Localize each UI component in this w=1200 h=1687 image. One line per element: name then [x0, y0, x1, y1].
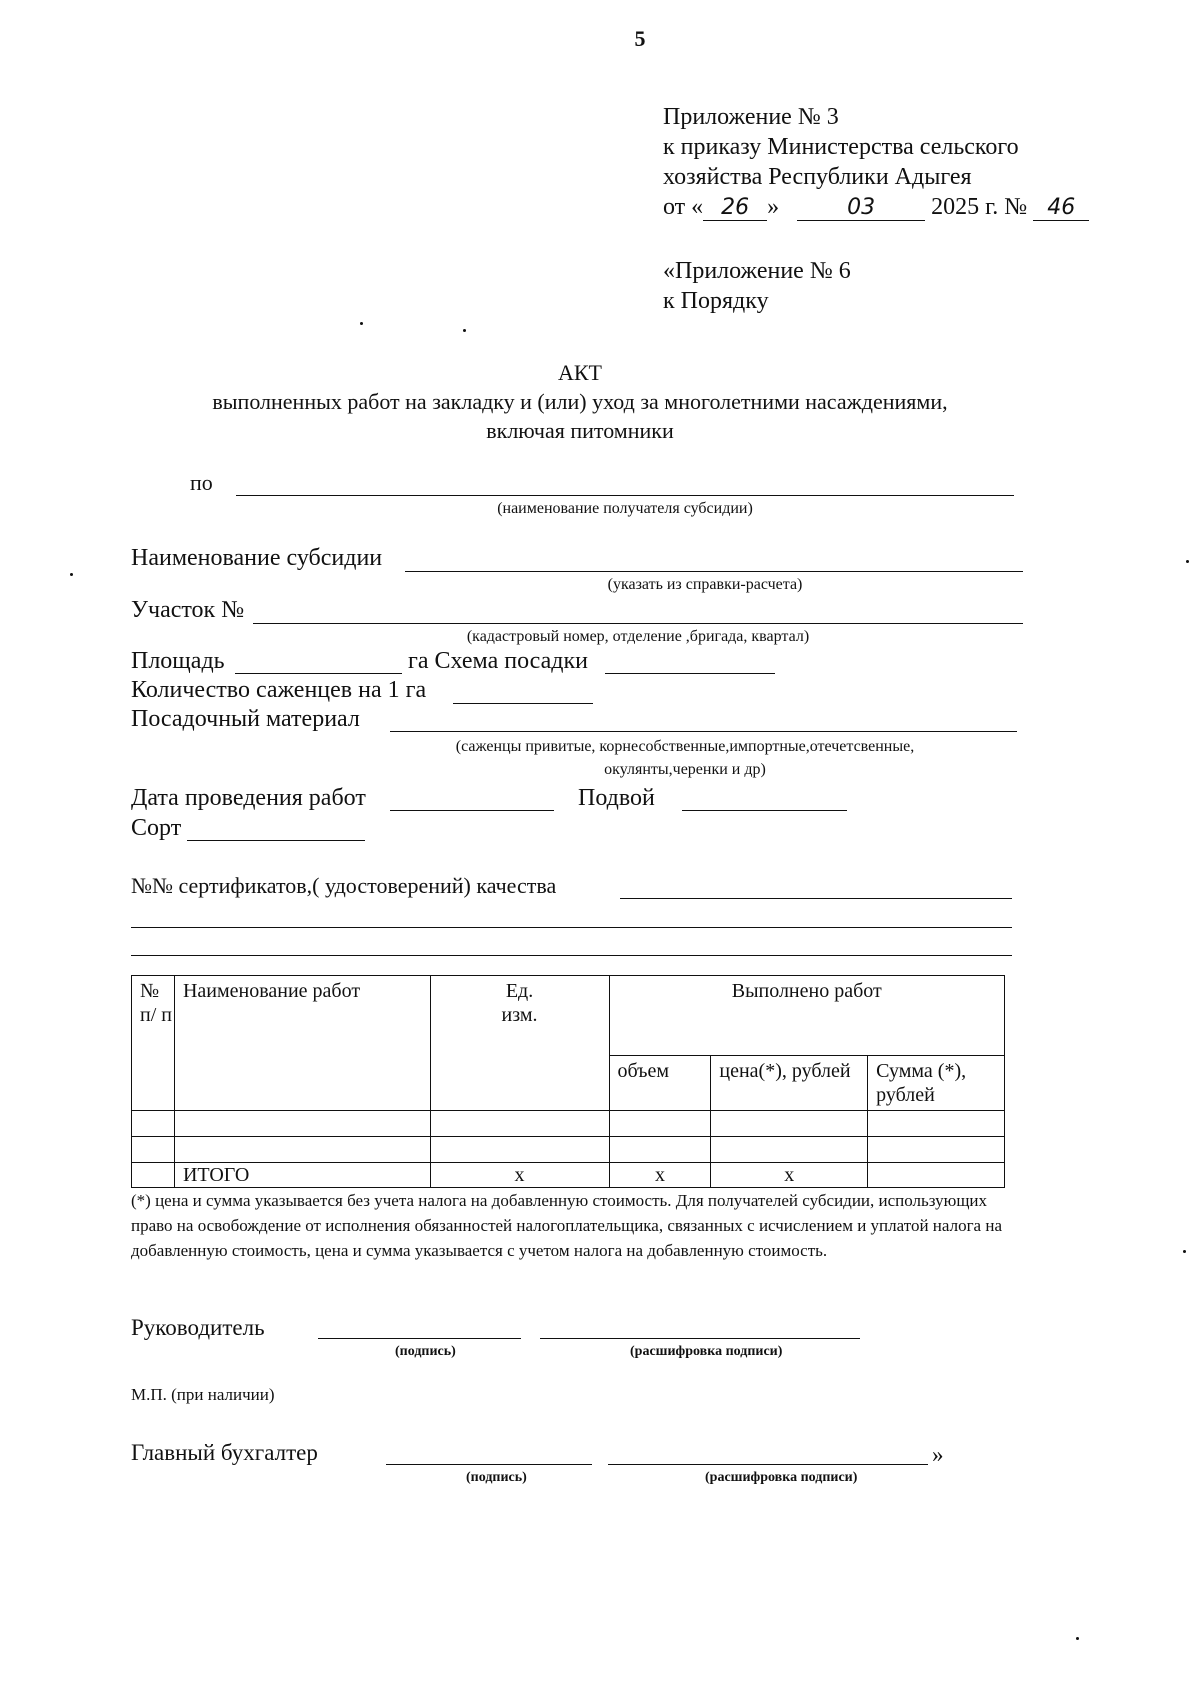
- recipient-line: [236, 495, 1014, 496]
- scheme-line: [605, 673, 775, 674]
- certificates-label: №№ сертификатов,( удостоверений) качества: [131, 873, 557, 898]
- scan-speck: [70, 573, 73, 576]
- accountant-signature-line: [386, 1464, 592, 1465]
- document-title: АКТ: [558, 360, 602, 385]
- appendix-2-line-2: к Порядку: [663, 288, 769, 314]
- page-number: 5: [634, 26, 646, 51]
- vat-note: (*) цена и сумма указывается без учета налога на добавленную стоимость. Для получателей субсидии, использующих право на освобождение от исполнения обязанностей налогоплательщика, связанных с исчислением и уплатой налога на добавленную стоимость, цена и сумма указывается с учетом налога на добавленную стоимость.: [131, 1191, 1002, 1260]
- subheader-price: цена(*), рублей: [711, 1056, 868, 1111]
- subsidy-hint: (указать из справки-расчета): [607, 576, 803, 593]
- appendix-2-header: [663, 256, 851, 316]
- appendix-line-2: к приказу Министерства сельского: [663, 134, 1019, 160]
- work-date-label: Дата проведения работ: [131, 785, 366, 811]
- date-mid: »: [767, 194, 780, 220]
- appendix-line-1: Приложение № 3: [663, 104, 839, 130]
- total-unit-x: х: [430, 1163, 609, 1188]
- table-total-row: [132, 1163, 1005, 1188]
- total-label: ИТОГО: [174, 1163, 430, 1188]
- date-prefix: от «: [663, 194, 704, 220]
- rootstock-line: [682, 810, 847, 811]
- total-volume-x: х: [609, 1163, 711, 1188]
- document-subtitle-2: включая питомники: [486, 418, 674, 443]
- ha-scheme-label: га Схема посадки: [408, 648, 588, 674]
- date-year: 2025 г. №: [931, 194, 1028, 220]
- plot-line: [253, 623, 1023, 624]
- table-cell: [868, 1163, 1005, 1188]
- header-num: № п/ п: [132, 976, 175, 1111]
- subheader-volume: объем: [609, 1056, 711, 1111]
- order-number: 46: [1033, 196, 1089, 221]
- head-decode-line: [540, 1338, 860, 1339]
- head-label: Руководитель: [131, 1315, 265, 1340]
- work-date-line: [390, 810, 554, 811]
- table-cell: [711, 1111, 868, 1137]
- material-line: [390, 731, 1017, 732]
- head-signature-line: [318, 1338, 521, 1339]
- total-price-x: х: [711, 1163, 868, 1188]
- subsidy-line: [405, 571, 1023, 572]
- material-label: Посадочный материал: [131, 706, 360, 732]
- seedlings-label: Количество саженцев на 1 га: [131, 677, 427, 703]
- accountant-decode-hint: (расшифровка подписи): [705, 1470, 858, 1485]
- variety-line: [187, 840, 365, 841]
- certificates-line-1: [620, 898, 1012, 899]
- table-cell: [430, 1137, 609, 1163]
- accountant-decode-line: [608, 1464, 928, 1465]
- recipient-hint: (наименование получателя субсидии): [497, 500, 753, 517]
- seedlings-line: [453, 703, 593, 704]
- table-cell: [132, 1163, 175, 1188]
- accountant-sign-hint: (подпись): [466, 1470, 527, 1485]
- accountant-label: Главный бухгалтер: [131, 1440, 318, 1465]
- table-cell: [132, 1137, 175, 1163]
- scan-speck: [1186, 560, 1189, 563]
- date-day: 26: [703, 196, 767, 221]
- table-cell: [430, 1111, 609, 1137]
- table-cell: [174, 1137, 430, 1163]
- subheader-sum: Сумма (*), рублей: [868, 1056, 1005, 1111]
- scan-speck: [463, 329, 466, 332]
- head-decode-hint: (расшифровка подписи): [630, 1344, 783, 1359]
- appendix-date-row: [663, 192, 1089, 222]
- closing-quote: »: [932, 1442, 944, 1467]
- table-cell: [132, 1111, 175, 1137]
- table-cell: [711, 1137, 868, 1163]
- table-cell: [868, 1137, 1005, 1163]
- header-unit: Ед. изм.: [430, 976, 609, 1111]
- rootstock-label: Подвой: [578, 785, 655, 811]
- material-hint-1: (саженцы привитые, корнесобственные,импортные,отечетсвенные,: [455, 738, 915, 755]
- material-hint-2: окулянты,черенки и др): [604, 761, 766, 778]
- po-label: по: [190, 470, 213, 495]
- table-cell: [868, 1111, 1005, 1137]
- header-done: Выполнено работ: [609, 976, 1005, 1056]
- appendix-2-line-1: «Приложение № 6: [663, 258, 851, 284]
- table-row: [132, 1111, 1005, 1137]
- area-line: [235, 673, 402, 674]
- date-month: 03: [797, 196, 925, 221]
- area-label: Площадь: [131, 648, 225, 674]
- plot-label: Участок №: [131, 597, 245, 623]
- header-work-name: Наименование работ: [174, 976, 430, 1111]
- certificates-line-3: [131, 955, 1012, 956]
- works-table: [131, 975, 1005, 1188]
- table-cell: [174, 1111, 430, 1137]
- table-row: [132, 1137, 1005, 1163]
- stamp-label: М.П. (при наличии): [131, 1385, 275, 1404]
- table-header-row: [132, 976, 1005, 1056]
- scan-speck: [360, 322, 363, 325]
- scan-speck: [1183, 1250, 1186, 1253]
- document-subtitle-1: выполненных работ на закладку и (или) уход за многолетними насаждениями,: [212, 389, 948, 414]
- table-cell: [609, 1137, 711, 1163]
- subsidy-label: Наименование субсидии: [131, 545, 383, 571]
- head-sign-hint: (подпись): [395, 1344, 456, 1359]
- table-cell: [609, 1111, 711, 1137]
- scan-speck: [1076, 1637, 1079, 1640]
- appendix-header: [663, 102, 1089, 222]
- certificates-line-2: [131, 927, 1012, 928]
- variety-label: Сорт: [131, 815, 182, 841]
- appendix-line-3: хозяйства Республики Адыгея: [663, 164, 972, 190]
- plot-hint: (кадастровый номер, отделение ,бригада, квартал): [466, 628, 810, 645]
